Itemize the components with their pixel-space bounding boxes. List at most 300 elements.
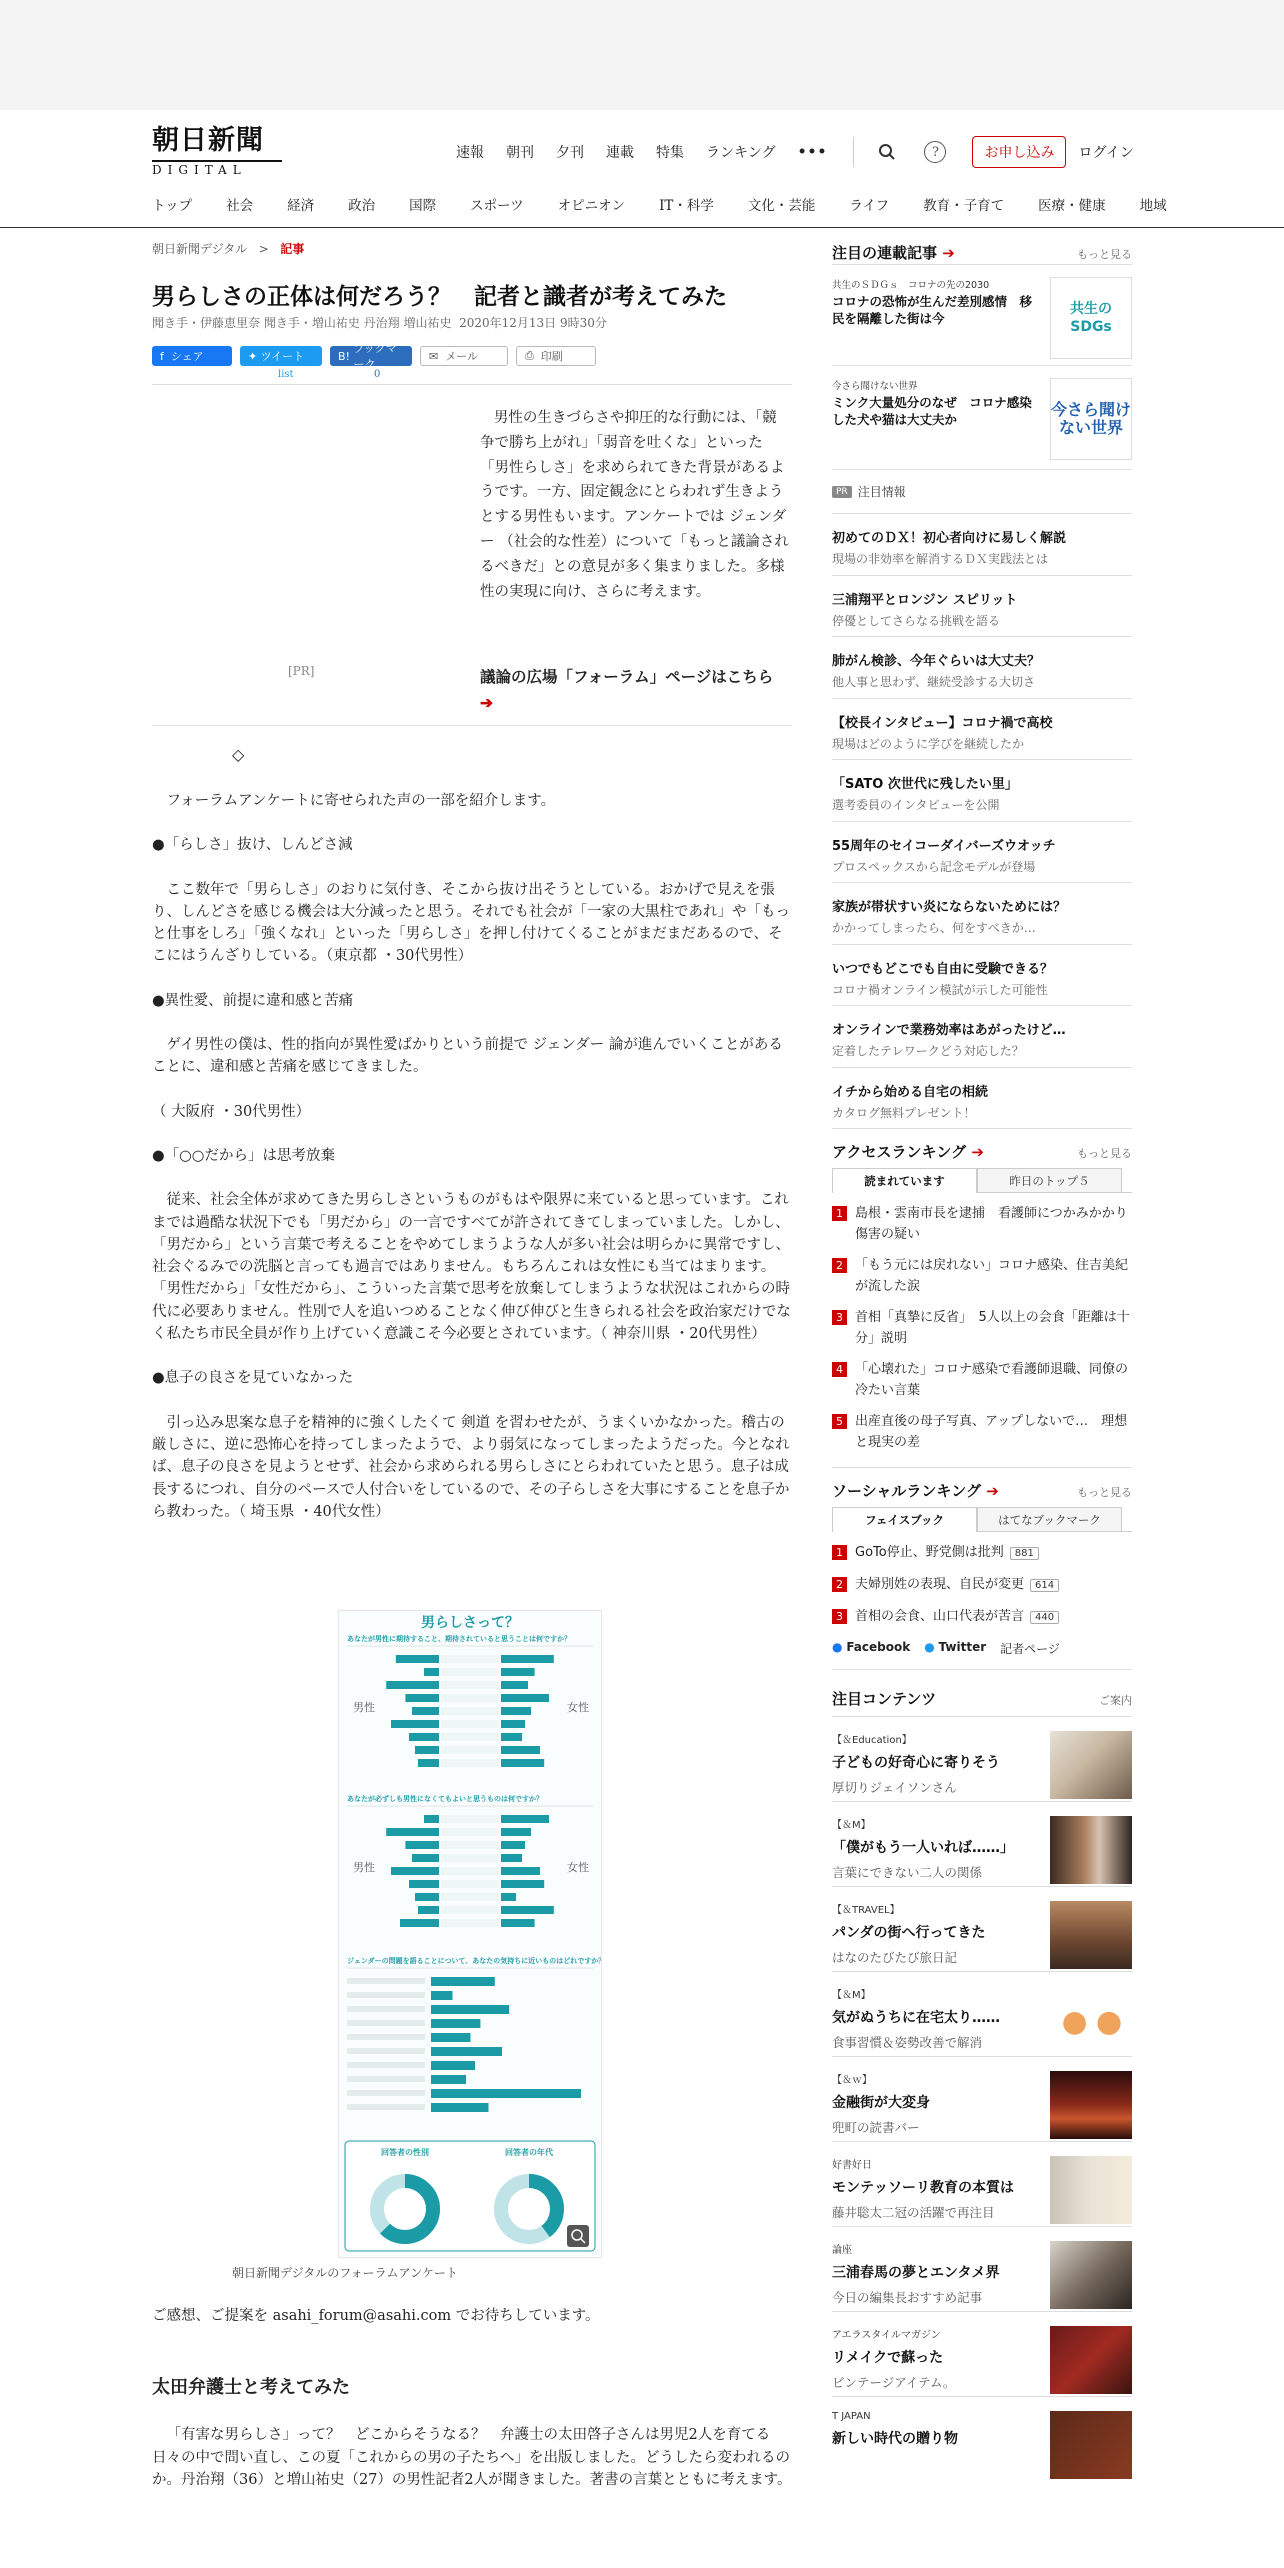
- paragraph: 引っ込み思案な息子を精神的に強くしたくて 剣道 を習わせたが、うまくいかなかった。稽古の厳しさに、逆に恐怖心を持ってしまったようで、より弱気になってしまったようだった。今となれば、息子の良さを見ようとせず、社会から求められる男らしさにとらわれていたと思う。息子は成長するにつれ、自分のペースで人付合いをしているので、その子らしさを大事にすることを息子から教わった。（ 埼玉県 ・40代女性）: [152, 1414, 790, 1520]
- content-sub: 藤井聡太二冠の活躍で再注目: [832, 2205, 995, 2220]
- bar-label-bg: [347, 1992, 425, 1998]
- paragraph: （ 大阪府 ・30代男性）: [152, 1103, 311, 1120]
- bar-label-bg: [441, 1733, 499, 1741]
- content-sub: 今日の編集長おすすめ記事: [832, 2290, 983, 2305]
- forum-link-text: 議論の広場「フォーラム」ページはこちら: [480, 667, 774, 686]
- bar-female: [501, 1880, 544, 1888]
- bar-label-bg: [441, 1828, 499, 1836]
- series-label-female: 女性: [567, 1701, 589, 1714]
- byline-authors: 聞き手・伊藤恵里奈 聞き手・増山祐史 丹治翔 増山祐史: [152, 316, 452, 330]
- content-card[interactable]: [832, 1716, 1132, 1801]
- facebook-link[interactable]: [832, 1640, 910, 1657]
- series-label-female: 女性: [567, 1861, 589, 1874]
- social-ranking-title: [832, 1480, 999, 1501]
- arrow-right-icon: ➔: [480, 693, 493, 712]
- social-more-link[interactable]: もっと見る: [1077, 1486, 1132, 1499]
- logo-text: 朝日新聞: [152, 125, 264, 156]
- breadcrumb-home[interactable]: 朝日新聞デジタル: [152, 242, 248, 256]
- nav-politics[interactable]: 政治: [348, 198, 376, 214]
- pr-badge: PR: [832, 486, 852, 498]
- bar-male: [391, 1867, 439, 1875]
- bar-male: [409, 1880, 439, 1888]
- rank-number: 5: [832, 1414, 847, 1429]
- content-kicker: 【＆TRAVEL】: [832, 1905, 900, 1916]
- content-photo: [1050, 1731, 1132, 1799]
- survey-chart-svg: [339, 1611, 601, 2257]
- social-ranking-title-text: ソーシャルランキング: [832, 1482, 981, 1500]
- bar-label-bg: [441, 1919, 499, 1927]
- print-icon: ⎙: [525, 349, 541, 362]
- ranking-item[interactable]: [832, 1203, 1132, 1245]
- series-thumbnail: 今さら聞けない世界: [1050, 378, 1132, 460]
- content-kicker: 論座: [832, 2245, 852, 2256]
- top-nav: [456, 136, 1134, 168]
- login-link[interactable]: ログイン: [1078, 145, 1134, 161]
- pr-item-title: 初めてのＤＸ！初心者向けに易しく解説: [832, 531, 1067, 546]
- social-ranking-title: 夫婦別姓の表現、自民が変更: [855, 1577, 1025, 1592]
- hatena-label: ブックマーク: [353, 342, 397, 371]
- bar-male: [424, 1668, 439, 1676]
- content-sub: はなのたびたび旅日記: [832, 1950, 958, 1965]
- nav-sports[interactable]: スポーツ: [470, 198, 524, 214]
- nav-region[interactable]: 地域: [1139, 198, 1167, 214]
- bar-female: [501, 1828, 531, 1836]
- bar-female: [501, 1919, 535, 1927]
- tab-hatena[interactable]: はてなブックマーク: [977, 1507, 1122, 1531]
- social-ranking-body: [855, 1574, 1059, 1596]
- pr-item[interactable]: [832, 636, 1132, 698]
- content-photo: [1050, 2071, 1132, 2139]
- bar-male: [418, 1759, 439, 1767]
- chart-question: あなたが必ずしも男性になくてもよいと思うものは何ですか？: [347, 1795, 543, 1803]
- content-title: 三浦春馬の夢とエンタメ界: [832, 2265, 1000, 2281]
- section-title: 太田弁護士と考えてみた: [152, 2377, 350, 2398]
- bar-label-bg: [441, 1681, 499, 1689]
- chart-question: あなたが男性に期待すること、期待されていると思うことは何ですか？: [347, 1635, 571, 1643]
- social-ranking-item[interactable]: [832, 1542, 1132, 1564]
- content-sub: 兜町の読書バー: [832, 2120, 920, 2135]
- bar-label-bg: [347, 2020, 425, 2026]
- site-logo[interactable]: [152, 124, 282, 177]
- nav-life[interactable]: ライフ: [849, 198, 890, 214]
- content-card-text: [832, 2411, 1037, 2481]
- bar-male: [386, 1828, 439, 1836]
- figure-caption: 朝日新聞デジタルのフォーラムアンケート: [232, 2266, 458, 2280]
- content-card-text: [832, 2326, 1037, 2396]
- content-kicker: アエラスタイルマガジン: [832, 2330, 941, 2341]
- content-title: リメイクで蘇った: [832, 2350, 944, 2366]
- survey-infographic[interactable]: [338, 1610, 602, 2258]
- bar-opinion: [431, 2019, 480, 2028]
- rank-number: 1: [832, 1206, 847, 1221]
- social-ranking-body: [855, 1542, 1039, 1564]
- top-link-ranking[interactable]: ランキング: [706, 145, 776, 161]
- pr-item[interactable]: [832, 1067, 1132, 1129]
- rank-number: 2: [832, 1258, 847, 1273]
- mail-button[interactable]: [420, 346, 508, 366]
- bar-female: [501, 1815, 549, 1823]
- twitter-count[interactable]: list: [278, 369, 294, 380]
- series-title-text: 注目の連載記事: [832, 244, 938, 262]
- content-card[interactable]: [832, 2396, 1132, 2481]
- twitter-icon: ✦: [248, 349, 261, 363]
- pr-item[interactable]: [832, 575, 1132, 637]
- pr-item[interactable]: [832, 944, 1132, 1006]
- share-count-badge: 881: [1010, 1547, 1039, 1560]
- content-kicker: 【＆M】: [832, 1990, 871, 2001]
- bar-female: [501, 1759, 544, 1767]
- facebook-link-label: Facebook: [846, 1640, 911, 1654]
- bar-label-bg: [441, 1720, 499, 1728]
- series-label-male: 男性: [353, 1701, 375, 1714]
- bar-male: [415, 1893, 439, 1901]
- bar-male: [396, 1655, 439, 1663]
- social-ranking-title: 首相の会食、山口代表が苦言: [855, 1609, 1025, 1624]
- twitter-link-label: Twitter: [938, 1640, 987, 1654]
- chart-title: 男らしさって？: [421, 1615, 519, 1631]
- subheading: ●息子の良さを見ていなかった: [152, 1370, 354, 1387]
- social-ranking-header: [832, 1467, 1132, 1501]
- hatena-icon: B!: [338, 349, 354, 363]
- social-links: [832, 1640, 1132, 1670]
- access-ranking-list: [832, 1203, 1132, 1467]
- tab-facebook[interactable]: フェイスブック: [832, 1507, 977, 1532]
- contents-header: [832, 1670, 1132, 1716]
- social-ranking-body: [855, 1606, 1059, 1628]
- bar-male: [412, 1854, 439, 1862]
- print-button[interactable]: [516, 346, 596, 366]
- content-card-text: [832, 1731, 1037, 1801]
- bar-label-bg: [441, 1668, 499, 1676]
- bar-label-bg: [441, 1867, 499, 1875]
- bar-male: [400, 1919, 439, 1927]
- content-card-text: [832, 2156, 1037, 2226]
- top-ad-band: [0, 0, 1284, 110]
- content-card[interactable]: [832, 2311, 1132, 2396]
- nav-education[interactable]: 教育・子育て: [923, 198, 1005, 214]
- bar-female: [501, 1707, 531, 1715]
- nav-health[interactable]: 医療・健康: [1038, 198, 1106, 214]
- rank-number: 3: [832, 1310, 847, 1325]
- content-card[interactable]: [832, 1886, 1132, 1971]
- bar-male: [415, 1746, 439, 1754]
- nav-it-science[interactable]: IT・科学: [659, 198, 714, 214]
- article-title: 男らしさの正体は何だろう？ 記者と識者が考えてみた: [152, 284, 727, 310]
- content-card[interactable]: [832, 2141, 1132, 2226]
- pr-item[interactable]: [832, 882, 1132, 944]
- content-title: パンダの街へ行ってきた: [832, 1925, 986, 1941]
- site-header: [0, 110, 1284, 228]
- bar-opinion: [431, 2103, 489, 2112]
- bar-female: [501, 1906, 554, 1914]
- access-ranking-tabs: [832, 1168, 1132, 1193]
- series-title: [832, 242, 955, 263]
- series-card[interactable]: [832, 264, 1132, 369]
- pr-item-title: オンラインで業務効率はあがったけど…: [832, 1023, 1066, 1038]
- pr-item[interactable]: [832, 759, 1132, 821]
- bar-female: [501, 1733, 522, 1741]
- twitter-share-label: ツイート: [260, 350, 305, 363]
- top-link-sokuho[interactable]: 速報: [456, 145, 484, 161]
- series-card-title: ミンク大量処分のなぜ コロナ感染した犬や猫は大丈夫か: [832, 395, 1032, 427]
- rank-number: 2: [832, 1577, 847, 1592]
- series-header: [832, 230, 1132, 264]
- content-kicker: 【＆Education】: [832, 1735, 912, 1746]
- content-card[interactable]: [832, 1971, 1132, 2056]
- content-title: モンテッソーリ教育の本質は: [832, 2180, 1014, 2196]
- pr-item-sub: プロスペックスから記念モデルが登場: [832, 859, 1036, 874]
- pr-item-sub: 現場の非効率を解消するＤＸ実践法とは: [832, 552, 1049, 566]
- bar-male: [405, 1694, 439, 1702]
- content-card[interactable]: [832, 2056, 1132, 2141]
- byline: [152, 314, 607, 331]
- bar-male: [418, 1906, 439, 1914]
- series-more-link[interactable]: もっと見る: [1077, 248, 1132, 261]
- bar-label-bg: [347, 2034, 425, 2040]
- content-photo: [1050, 2156, 1132, 2224]
- pr-section-header: [832, 469, 1132, 513]
- main-nav: [152, 194, 1201, 214]
- pr-item-title: 【校長インタビュー】コロナ禍で高校: [832, 715, 1053, 731]
- content-photo: [1050, 2241, 1132, 2309]
- series-label-male: 男性: [353, 1861, 375, 1874]
- facebook-icon: f: [160, 349, 171, 363]
- paragraph: フォーラムアンケートに寄せられた声の一部を紹介します。: [166, 793, 556, 809]
- rank-number: 4: [832, 1362, 847, 1377]
- bar-opinion: [431, 1991, 453, 2000]
- bar-opinion: [431, 2061, 475, 2070]
- pr-item-sub: 他人事と思わず、継続受診する大切さ: [832, 675, 1036, 689]
- bar-label-bg: [441, 1655, 499, 1663]
- content-card[interactable]: [832, 2226, 1132, 2311]
- nav-opinion[interactable]: オピニオン: [557, 198, 626, 214]
- article-body: [152, 790, 792, 1545]
- content-photo: [1050, 2326, 1132, 2394]
- social-ranking-item[interactable]: [832, 1574, 1132, 1596]
- help-icon[interactable]: ?: [924, 141, 946, 163]
- content-card-text: [832, 1986, 1037, 2056]
- access-more-link[interactable]: もっと見る: [1077, 1147, 1132, 1160]
- bar-female: [501, 1893, 516, 1901]
- bar-label-bg: [441, 1906, 499, 1914]
- twitter-link[interactable]: [924, 1640, 986, 1657]
- bar-female: [501, 1867, 540, 1875]
- twitter-share-button[interactable]: [240, 346, 322, 366]
- zoom-button[interactable]: [567, 2225, 589, 2247]
- pr-item-sub: 定着したテレワークどう対応した？: [832, 1044, 1024, 1058]
- ranking-item[interactable]: [832, 1255, 1132, 1297]
- section-body: 「有害な男らしさ」って？ どこからそうなる？ 弁護士の太田啓子さんは男児2人を育てる日々の中で問い直し、この夏「これからの男の子たちへ」を出版しました。どうしたら変われるのか。丹治翔（36）と増山祐史（27）の男性記者2人が聞きました。著書の言葉とともに考えます。: [152, 2427, 792, 2489]
- facebook-share-button[interactable]: [152, 346, 232, 366]
- bar-label-bg: [441, 1841, 499, 1849]
- feedback-line: ご感想、ご提案を asahi_forum@asahi.com でお待ちしています。: [152, 2308, 600, 2324]
- subheading: ●異性愛、前提に違和感と苦痛: [152, 992, 354, 1009]
- bar-opinion: [431, 2005, 509, 2014]
- more-menu-icon[interactable]: •••: [797, 144, 828, 160]
- bar-label-bg: [347, 2090, 425, 2096]
- divider: [152, 384, 792, 385]
- access-ranking-title: [832, 1141, 984, 1162]
- publish-date: 2020年12月13日 9時30分: [459, 316, 607, 330]
- top-link-yukan[interactable]: 夕刊: [556, 145, 584, 161]
- pr-item-title: 「SATO 次世代に残したい里」: [832, 777, 1018, 792]
- breadcrumb: [152, 240, 304, 257]
- social-ranking-list: [832, 1542, 1132, 1628]
- bar-female: [501, 1681, 528, 1689]
- bar-female: [501, 1720, 525, 1728]
- breadcrumb-separator: >: [258, 242, 269, 256]
- sidebar: [832, 230, 1132, 2481]
- bar-female: [501, 1655, 554, 1663]
- content-sub: 食事習慣＆姿勢改善で解消: [832, 2035, 983, 2050]
- social-ranking-tabs: [832, 1507, 1132, 1532]
- bar-female: [501, 1841, 525, 1849]
- bar-label-bg: [441, 1694, 499, 1702]
- pr-item-sub: 選考委員のインタビューを公開: [832, 798, 1000, 812]
- bar-label-bg: [441, 1815, 499, 1823]
- nav-society[interactable]: 社会: [226, 198, 254, 214]
- logo-subtext: DIGITAL: [152, 160, 282, 177]
- tab-most-read[interactable]: 読まれています: [832, 1168, 977, 1193]
- bar-male: [391, 1720, 439, 1728]
- pr-item-sub: 現場はどのように学びを継続したか: [832, 736, 1025, 751]
- nav-top[interactable]: トップ: [152, 198, 193, 214]
- subheading: ●「らしさ」抜け、しんどさ減: [152, 837, 353, 854]
- content-kicker: 好書好日: [832, 2160, 872, 2171]
- contents-guide-link[interactable]: ご案内: [1099, 1694, 1132, 1707]
- pr-item[interactable]: [832, 513, 1132, 575]
- divider: [152, 725, 792, 726]
- bar-female: [501, 1746, 540, 1754]
- bar-label-bg: [347, 2048, 425, 2054]
- bar-opinion: [431, 1977, 495, 1986]
- bar-female: [501, 1668, 535, 1676]
- pr-list: [832, 513, 1132, 1128]
- pr-item[interactable]: [832, 821, 1132, 883]
- bar-label-bg: [347, 2104, 425, 2110]
- social-ranking-title: GoTo停止、野党側は批判: [855, 1545, 1004, 1560]
- contents-list: [832, 1716, 1132, 2481]
- bar-male: [412, 1707, 439, 1715]
- pr-label: [PR]: [288, 664, 315, 678]
- paragraph: ゲイ男性の僕は、性的指向が異性愛ばかりという前提で ジェンダー 論が進んでいくことがあることに、違和感と苦痛を感じてきました。: [152, 1037, 783, 1076]
- series-card-title: コロナの恐怖が生んだ差別感情 移民を隔離した街は今: [832, 294, 1033, 326]
- bar-male: [405, 1841, 439, 1849]
- arrow-right-icon: ➔: [971, 1143, 984, 1161]
- bar-opinion: [431, 2075, 466, 2084]
- series-card[interactable]: [832, 365, 1132, 469]
- nav-economy[interactable]: 経済: [287, 198, 315, 214]
- nav-international[interactable]: 国際: [409, 198, 437, 214]
- pr-item-sub: コロナ禍オンライン模試が示した可能性: [832, 982, 1048, 997]
- content-photo: [1050, 1816, 1132, 1884]
- series-kicker: 共生のＳＤＧｓ コロナの先の2030: [832, 280, 990, 291]
- donut-title: 回答者の性別: [381, 2148, 429, 2157]
- content-kicker: T JAPAN: [832, 2411, 871, 2422]
- hatena-bookmark-button[interactable]: [330, 342, 412, 371]
- ranking-item[interactable]: [832, 1411, 1132, 1453]
- facebook-icon: ●: [832, 1640, 843, 1654]
- mail-icon: ✉: [429, 349, 446, 363]
- arrow-right-icon: ➔: [942, 244, 955, 262]
- bar-label-bg: [441, 1759, 499, 1767]
- social-ranking-item[interactable]: [832, 1606, 1132, 1628]
- contents-title: 注目コンテンツ: [832, 1690, 937, 1708]
- pr-item-sub: かかってしまったら、何をすべきか…: [832, 921, 1036, 935]
- chart-question: ジェンダーの問題を語ることについて、あなたの気持ちに近いものはどれですか？: [347, 1957, 601, 1965]
- content-card-text: [832, 2071, 1037, 2141]
- ranking-item-title: 「心壊れた」コロナ感染で看護師退職、同僚の冷たい言葉: [855, 1362, 1129, 1398]
- top-link-rensai[interactable]: 連載: [606, 145, 634, 161]
- apply-button[interactable]: お申し込み: [972, 136, 1066, 168]
- subheading: ●「○○だから」は思考放棄: [152, 1147, 335, 1164]
- bar-opinion: [431, 2047, 502, 2056]
- hatena-count[interactable]: 0: [374, 369, 381, 380]
- bar-opinion: [431, 2089, 581, 2098]
- paragraph: 従来、社会全体が求めてきた男らしさというものがもはや限界に来ていると思っています。これまでは過酷な状況下でも「男だから」の一言ですべてが許されてきてしまっていました。しかし、「男だから」という言葉で考えることをやめてしまうような人が多い社会は明らかに異常ですし、社会ぐるみでの洗脳と言っても過言ではありません。もちろんこれは女性にも当てはまります。「男性だから」「女性だから」、こういった言葉で思考を放棄してしまうような状況はこれからの時代に必要ありません。性別で人を追いつめることなく伸び伸びと生きられる社会を政治家だけでなく私たち市民全員が作り上げていく意識こそ今必要とされています。（ 神奈川県 ・20代男性）: [152, 1192, 791, 1343]
- access-ranking-header: [832, 1128, 1132, 1162]
- content-photo: [1050, 1986, 1132, 2054]
- top-link-choukan[interactable]: 朝刊: [506, 145, 534, 161]
- content-title: 「僕がもう一人いれば……」: [832, 1840, 1014, 1856]
- breadcrumb-current: 記事: [280, 242, 305, 256]
- pr-item-title: イチから始める自宅の相続: [832, 1084, 989, 1100]
- content-title: 新しい時代の贈り物: [832, 2431, 958, 2447]
- series-thumbnail: 共生のSDGs: [1050, 277, 1132, 359]
- top-link-tokushu[interactable]: 特集: [656, 145, 684, 161]
- pr-item-title: 55周年のセイコーダイバーズウオッチ: [832, 838, 1056, 854]
- ranking-item[interactable]: [832, 1307, 1132, 1349]
- search-icon[interactable]: [876, 141, 898, 163]
- bar-male: [424, 1815, 439, 1823]
- reporters-page-link[interactable]: 記者ページ: [1000, 1642, 1060, 1656]
- pr-item[interactable]: [832, 698, 1132, 760]
- print-label: 印刷: [540, 350, 563, 363]
- pr-item-sub: カタログ無料プレゼント！: [832, 1105, 976, 1120]
- tab-yesterday-top5[interactable]: 昨日のトップ５: [977, 1168, 1122, 1192]
- mail-label: メール: [445, 350, 478, 363]
- bar-label-bg: [347, 2076, 425, 2082]
- pr-item[interactable]: [832, 1005, 1132, 1067]
- forum-page-link[interactable]: [480, 664, 790, 716]
- nav-culture[interactable]: 文化・芸能: [747, 198, 816, 214]
- divider: [853, 137, 854, 167]
- pr-section-title: 注目情報: [857, 485, 906, 499]
- rank-number: 3: [832, 1609, 847, 1624]
- ranking-item-title: 島根・雲南市長を逮捕 看護師につかみかかり傷害の疑い: [855, 1206, 1128, 1242]
- bar-female: [501, 1854, 522, 1862]
- bar-female: [501, 1694, 549, 1702]
- bar-label-bg: [441, 1707, 499, 1715]
- article-intro-text: 男性の生きづらさや抑圧的な行動には、「競争で勝ち上がれ」「弱音を吐くな」といった「男性らしさ」を求められてきた背景があるようです。一方、固定観念にとらわれず生きようとする男性もいます。アンケートでは ジェンダー （社会的な性差）について「もっと議論されるべきだ」との意見が多く集まりました。多様性の実現に向け、さらに考えます。: [480, 410, 789, 600]
- content-title: 子どもの好奇心に寄りそう: [832, 1755, 1000, 1771]
- series-kicker: 今さら聞けない世界: [832, 381, 918, 392]
- bar-opinion: [431, 2033, 471, 2042]
- bar-label-bg: [441, 1746, 499, 1754]
- access-ranking-title-text: アクセスランキング: [832, 1143, 967, 1161]
- content-card-text: [832, 1816, 1037, 1886]
- rank-number: 1: [832, 1545, 847, 1560]
- bar-label-bg: [347, 1978, 425, 1984]
- bar-label-bg: [441, 1880, 499, 1888]
- share-count-badge: 440: [1030, 1611, 1059, 1624]
- content-card[interactable]: [832, 1801, 1132, 1886]
- content-sub: ビンテージアイテム。: [832, 2375, 956, 2390]
- twitter-icon: ●: [924, 1640, 935, 1654]
- pr-item-title: いつでもどこでも自由に受験できる？: [832, 961, 1054, 977]
- bar-label-bg: [441, 1893, 499, 1901]
- ranking-item[interactable]: [832, 1359, 1132, 1401]
